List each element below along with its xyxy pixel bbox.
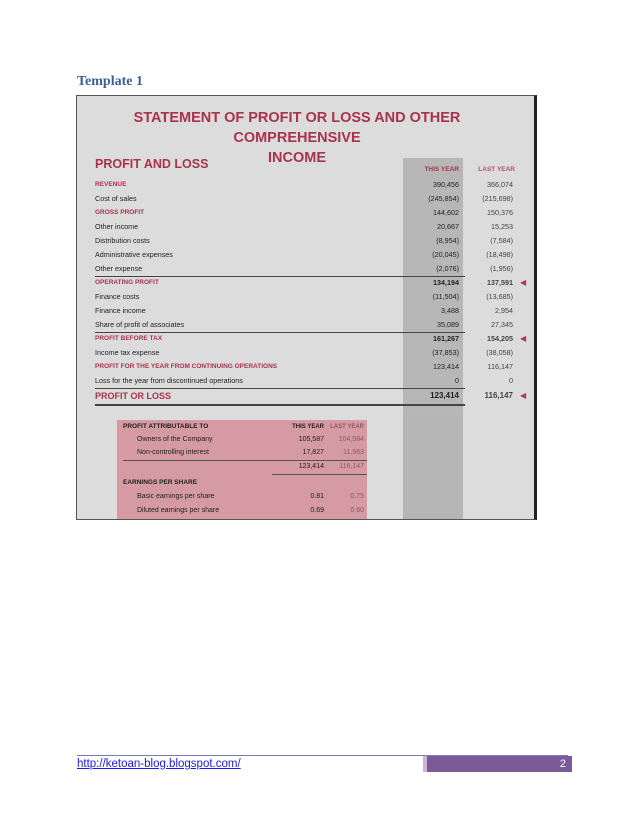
row-gross-profit: GROSS PROFIT 144,602 150,376 bbox=[95, 208, 513, 217]
row-administrative-expenses: Administrative expenses (20,045) (18,498) bbox=[95, 250, 513, 259]
attributable-table bbox=[117, 420, 367, 520]
row-revenue: REVENUE 390,456 366,074 bbox=[95, 180, 513, 189]
row-finance-costs: Finance costs (11,504) (13,685) bbox=[95, 292, 513, 301]
row-loss-discontinued: Loss for the year from discontinued operations 0 0 bbox=[95, 376, 513, 385]
row-operating-profit: OPERATING PROFIT 134,194 137,591 ◀ bbox=[95, 276, 465, 290]
statement-title-line1: STATEMENT OF PROFIT OR LOSS AND OTHER COMPREHENSIVE bbox=[133, 110, 461, 146]
page-heading: Template 1 bbox=[77, 74, 143, 89]
divider bbox=[272, 474, 367, 475]
col-header-this-year: THIS YEAR bbox=[424, 166, 459, 173]
row-other-expense: Other expense (2,076) (1,956) bbox=[95, 264, 513, 273]
row-profit-continuing: PROFIT FOR THE YEAR FROM CONTINUING OPERATIONS 123,414 116,147 bbox=[95, 362, 513, 371]
row-owners: Owners of the Company 105,587 104,584 bbox=[137, 436, 364, 443]
page-number: 2 bbox=[559, 758, 566, 770]
row-basic-eps: Basic earnings per share 0.81 0.75 bbox=[137, 493, 364, 500]
arrow-left-icon: ◀ bbox=[520, 334, 527, 343]
eps-header: EARNINGS PER SHARE bbox=[123, 479, 198, 486]
lower-column-shade bbox=[403, 416, 463, 520]
attributable-header: PROFIT ATTRIBUTABLE TO THIS YEAR LAST YEAR bbox=[123, 423, 364, 430]
row-cost-of-sales: Cost of sales (245,854) (215,698) bbox=[95, 194, 513, 203]
row-finance-income: Finance income 3,488 2,954 bbox=[95, 306, 513, 315]
statement-title-line2: INCOME bbox=[268, 150, 326, 166]
statement-image bbox=[76, 95, 537, 520]
arrow-left-icon: ◀ bbox=[520, 391, 527, 400]
footer-page-bar bbox=[423, 756, 572, 772]
row-share-of-associates: Share of profit of associates 35,089 27,345 bbox=[95, 320, 513, 329]
row-non-controlling: Non-controlling interest 17,827 11,563 bbox=[137, 449, 364, 456]
row-profit-before-tax: PROFIT BEFORE TAX 161,267 154,205 ◀ bbox=[95, 332, 465, 346]
row-profit-or-loss: PROFIT OR LOSS 123,414 116,147 ◀ bbox=[95, 391, 527, 401]
row-income-tax: Income tax expense (37,853) (38,058) bbox=[95, 348, 513, 357]
section-title: PROFIT AND LOSS bbox=[95, 157, 209, 171]
row-other-income: Other income 20,667 15,253 bbox=[95, 222, 513, 231]
col-header-last-year: LAST YEAR bbox=[478, 166, 515, 173]
footer-link[interactable]: http://ketoan-blog.blogspot.com/ bbox=[77, 758, 241, 770]
double-underline bbox=[95, 404, 465, 406]
row-attributable-total: 123,414 116,147 bbox=[298, 463, 364, 470]
arrow-left-icon: ◀ bbox=[520, 278, 527, 287]
row-diluted-eps: Diluted earnings per share 0.69 0.60 bbox=[137, 507, 364, 514]
row-distribution-costs: Distribution costs (8,954) (7,584) bbox=[95, 236, 513, 245]
